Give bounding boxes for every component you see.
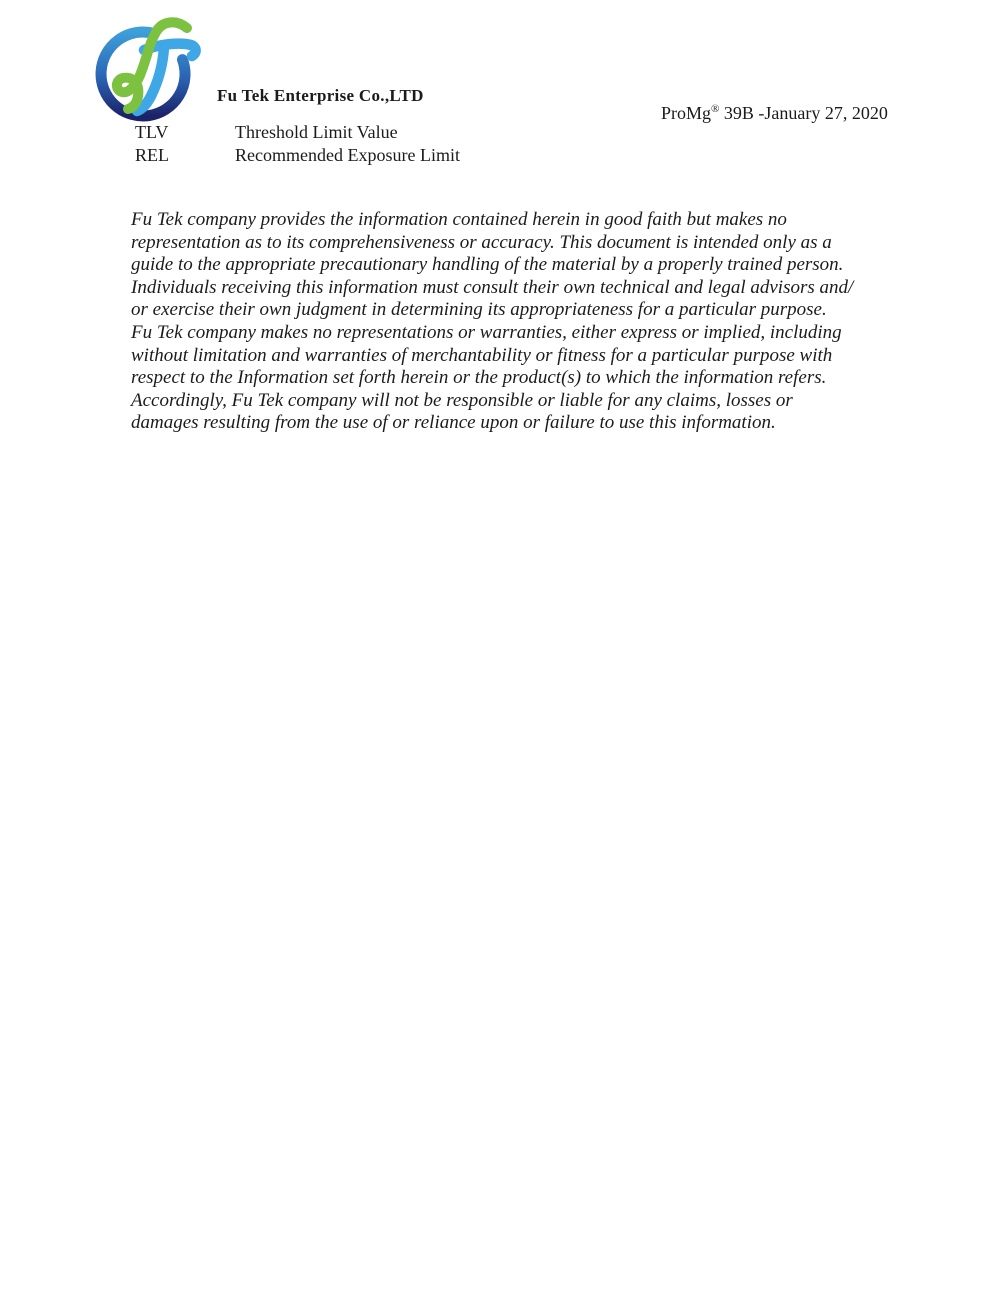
abbreviation-term: TLV: [135, 122, 169, 142]
disclaimer-line: respect to the Information set forth herein or the product(s) to which the information refers.: [131, 367, 827, 389]
product-revision-line: [661, 102, 888, 124]
product-name: ProMg: [661, 103, 712, 123]
company-name: Fu Tek Enterprise Co.,LTD: [217, 86, 424, 105]
disclaimer-line: Individuals receiving this information must consult their own technical and legal advisors and/: [131, 276, 854, 298]
revision-date-text: 39B -January 27, 2020: [719, 103, 888, 123]
disclaimer-line: damages resulting from the use of or reliance upon or failure to use this information.: [131, 412, 776, 434]
abbreviation-definition: Recommended Exposure Limit: [235, 144, 460, 165]
disclaimer-line: Accordingly, Fu Tek company will not be responsible or liable for any claims, losses or: [131, 389, 793, 411]
abbreviation-term: REL: [135, 144, 169, 165]
disclaimer-paragraph: [131, 209, 853, 435]
registered-trademark-symbol: ®: [711, 103, 720, 115]
disclaimer-line: without limitation and warranties of merchantability or fitness for a particular purpose with: [131, 344, 833, 366]
abbreviation-row-rel: [135, 144, 460, 167]
disclaimer-line: Fu Tek company makes no representations or warranties, either express or implied, including: [131, 321, 842, 343]
abbreviation-row-tlv: [135, 121, 460, 144]
abbreviation-definition: Threshold Limit Value: [235, 122, 398, 142]
disclaimer-line: or exercise their own judgment in determining its appropriateness for a particular purpose.: [131, 299, 827, 321]
company-logo: [90, 14, 206, 132]
disclaimer-line: guide to the appropriate precautionary handling of the material by a properly trained person.: [131, 254, 844, 276]
disclaimer-line: Fu Tek company provides the information contained herein in good faith but makes no: [131, 209, 787, 230]
abbreviation-table: [135, 121, 460, 166]
disclaimer-line: representation as to its comprehensiveness or accuracy. This document is intended only as a: [131, 231, 832, 253]
